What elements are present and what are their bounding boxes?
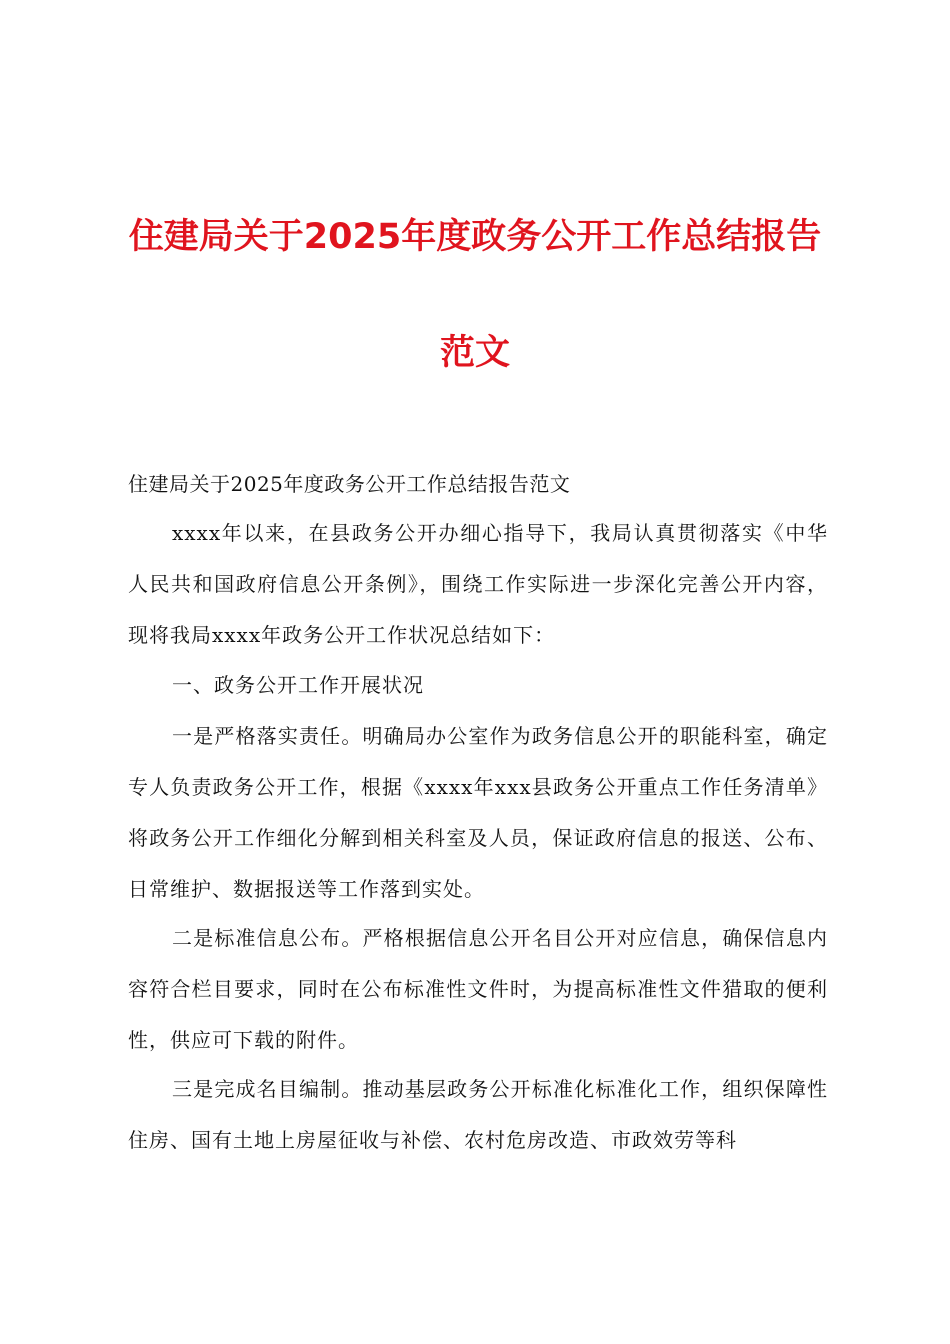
paragraph-info-release: 二是标准信息公布。严格根据信息公开名目公开对应信息，确保信息内容符合栏目要求，同时在公布标准性文件时，为提高标准性文件猎取的便利性，供应可下载的附件。: [128, 926, 828, 1052]
document-title-line-2: 范文: [439, 333, 510, 373]
document-title-line-1: 住建局关于2025年度政务公开工作总结报告: [128, 217, 822, 257]
section-heading-1: 一、政务公开工作开展状况: [172, 673, 424, 697]
paragraph-catalog-compilation: 三是完成名目编制。推动基层政务公开标准化标准化工作，组织保障性住房、国有土地上房屋征收与补偿、农村危房改造、市政效劳等科: [128, 1077, 828, 1152]
paragraph-intro: xxxx年以来，在县政务公开办细心指导下，我局认真贯彻落实《中华人民共和国政府信息公开条例》，围绕工作实际进一步深化完善公开内容，现将我局xxxx年政务公开工作状况总结如下：: [128, 521, 828, 647]
document-subtitle: 住建局关于2025年度政务公开工作总结报告范文: [128, 472, 571, 496]
paragraph-responsibility: 一是严格落实责任。明确局办公室作为政务信息公开的职能科室，确定专人负责政务公开工作，根据《xxxx年xxx县政务公开重点工作任务清单》将政务公开工作细化分解到相关科室及人员，保证政府信息的报送、公布、日常维护、数据报送等工作落到实处。: [128, 724, 828, 901]
